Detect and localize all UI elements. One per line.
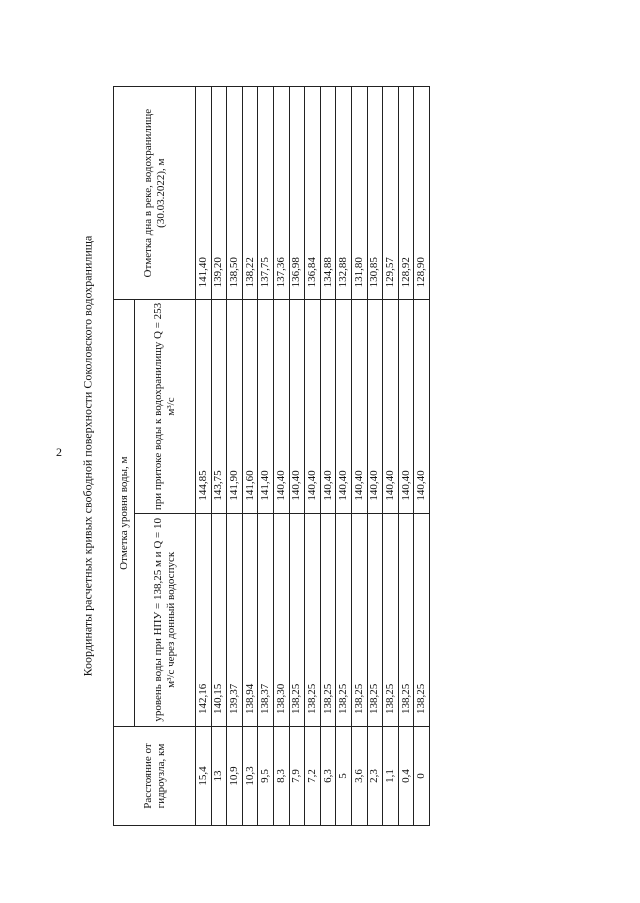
cell-level-inflow: 140,40 xyxy=(336,300,352,513)
cell-level-inflow: 140,40 xyxy=(320,300,336,513)
table-row xyxy=(383,87,399,826)
cell-distance: 13 xyxy=(211,727,227,826)
table-body xyxy=(196,87,430,826)
cell-level-npu: 138,94 xyxy=(242,513,258,726)
cell-bottom: 128,90 xyxy=(414,87,430,300)
cell-distance: 9,5 xyxy=(258,727,274,826)
table-row xyxy=(367,87,383,826)
cell-level-npu: 139,37 xyxy=(227,513,243,726)
cell-level-npu: 140,15 xyxy=(211,513,227,726)
cell-level-npu: 138,37 xyxy=(258,513,274,726)
cell-level-inflow: 140,40 xyxy=(367,300,383,513)
table-row xyxy=(414,87,430,826)
cell-level-inflow: 140,40 xyxy=(383,300,399,513)
table-row xyxy=(289,87,305,826)
cell-distance: 0,4 xyxy=(398,727,414,826)
cell-level-inflow: 140,40 xyxy=(289,300,305,513)
cell-bottom: 137,36 xyxy=(273,87,289,300)
cell-bottom: 136,98 xyxy=(289,87,305,300)
cell-level-inflow: 141,60 xyxy=(242,300,258,513)
table-row xyxy=(351,87,367,826)
page-number: 2 xyxy=(56,445,62,459)
cell-bottom: 138,22 xyxy=(242,87,258,300)
cell-distance: 2,3 xyxy=(367,727,383,826)
table-row xyxy=(336,87,352,826)
cell-level-inflow: 140,40 xyxy=(351,300,367,513)
table-row xyxy=(398,87,414,826)
header-level-inflow: при притоке воды к водохранилищу Q = 253 м³/с xyxy=(135,300,196,513)
cell-level-inflow: 140,40 xyxy=(305,300,321,513)
cell-bottom: 128,92 xyxy=(398,87,414,300)
cell-level-npu: 138,25 xyxy=(336,513,352,726)
cell-distance: 10,9 xyxy=(227,727,243,826)
cell-bottom: 136,84 xyxy=(305,87,321,300)
cell-level-npu: 138,25 xyxy=(398,513,414,726)
cell-level-npu: 138,30 xyxy=(273,513,289,726)
cell-level-npu: 138,25 xyxy=(289,513,305,726)
cell-bottom: 134,88 xyxy=(320,87,336,300)
header-water-level: Отметка уровня воды, м xyxy=(114,300,135,727)
cell-bottom: 141,40 xyxy=(196,87,212,300)
cell-bottom: 137,75 xyxy=(258,87,274,300)
cell-distance: 5 xyxy=(336,727,352,826)
header-level-npu: уровень воды при НПУ = 138,25 м и Q = 10 м³/с через донный водоспуск xyxy=(135,513,196,726)
table-row xyxy=(211,87,227,826)
cell-distance: 10,3 xyxy=(242,727,258,826)
cell-bottom: 138,50 xyxy=(227,87,243,300)
table-row xyxy=(305,87,321,826)
table-row xyxy=(258,87,274,826)
water-level-table xyxy=(113,86,430,826)
cell-level-npu: 138,25 xyxy=(367,513,383,726)
cell-level-npu: 138,25 xyxy=(414,513,430,726)
cell-level-inflow: 141,90 xyxy=(227,300,243,513)
header-distance: Расстояние от гидроузла, км xyxy=(114,727,196,826)
rotated-table-frame xyxy=(113,86,428,826)
cell-level-npu: 138,25 xyxy=(320,513,336,726)
table-row xyxy=(320,87,336,826)
document-title: Координаты расчетных кривых свободной поверхности Соколовского водохранилища xyxy=(80,235,95,677)
cell-level-npu: 138,25 xyxy=(305,513,321,726)
cell-level-npu: 138,25 xyxy=(351,513,367,726)
cell-level-inflow: 143,75 xyxy=(211,300,227,513)
cell-distance: 8,3 xyxy=(273,727,289,826)
cell-bottom: 131,80 xyxy=(351,87,367,300)
cell-level-inflow: 140,40 xyxy=(414,300,430,513)
cell-distance: 3,6 xyxy=(351,727,367,826)
cell-distance: 7,2 xyxy=(305,727,321,826)
cell-level-npu: 138,25 xyxy=(383,513,399,726)
table-row xyxy=(242,87,258,826)
cell-bottom: 130,85 xyxy=(367,87,383,300)
cell-bottom: 129,57 xyxy=(383,87,399,300)
cell-level-inflow: 144,85 xyxy=(196,300,212,513)
table-row xyxy=(273,87,289,826)
cell-bottom: 132,88 xyxy=(336,87,352,300)
table-container xyxy=(113,86,428,826)
table-row xyxy=(227,87,243,826)
cell-distance: 15,4 xyxy=(196,727,212,826)
cell-level-npu: 142,16 xyxy=(196,513,212,726)
cell-level-inflow: 140,40 xyxy=(273,300,289,513)
cell-bottom: 139,20 xyxy=(211,87,227,300)
table-row xyxy=(196,87,212,826)
cell-level-inflow: 140,40 xyxy=(398,300,414,513)
cell-distance: 6,3 xyxy=(320,727,336,826)
cell-level-inflow: 141,40 xyxy=(258,300,274,513)
cell-distance: 0 xyxy=(414,727,430,826)
cell-distance: 7,9 xyxy=(289,727,305,826)
header-bottom: Отметка дна в реке, водохранилище (30.03.2022), м xyxy=(114,87,196,300)
cell-distance: 1,1 xyxy=(383,727,399,826)
